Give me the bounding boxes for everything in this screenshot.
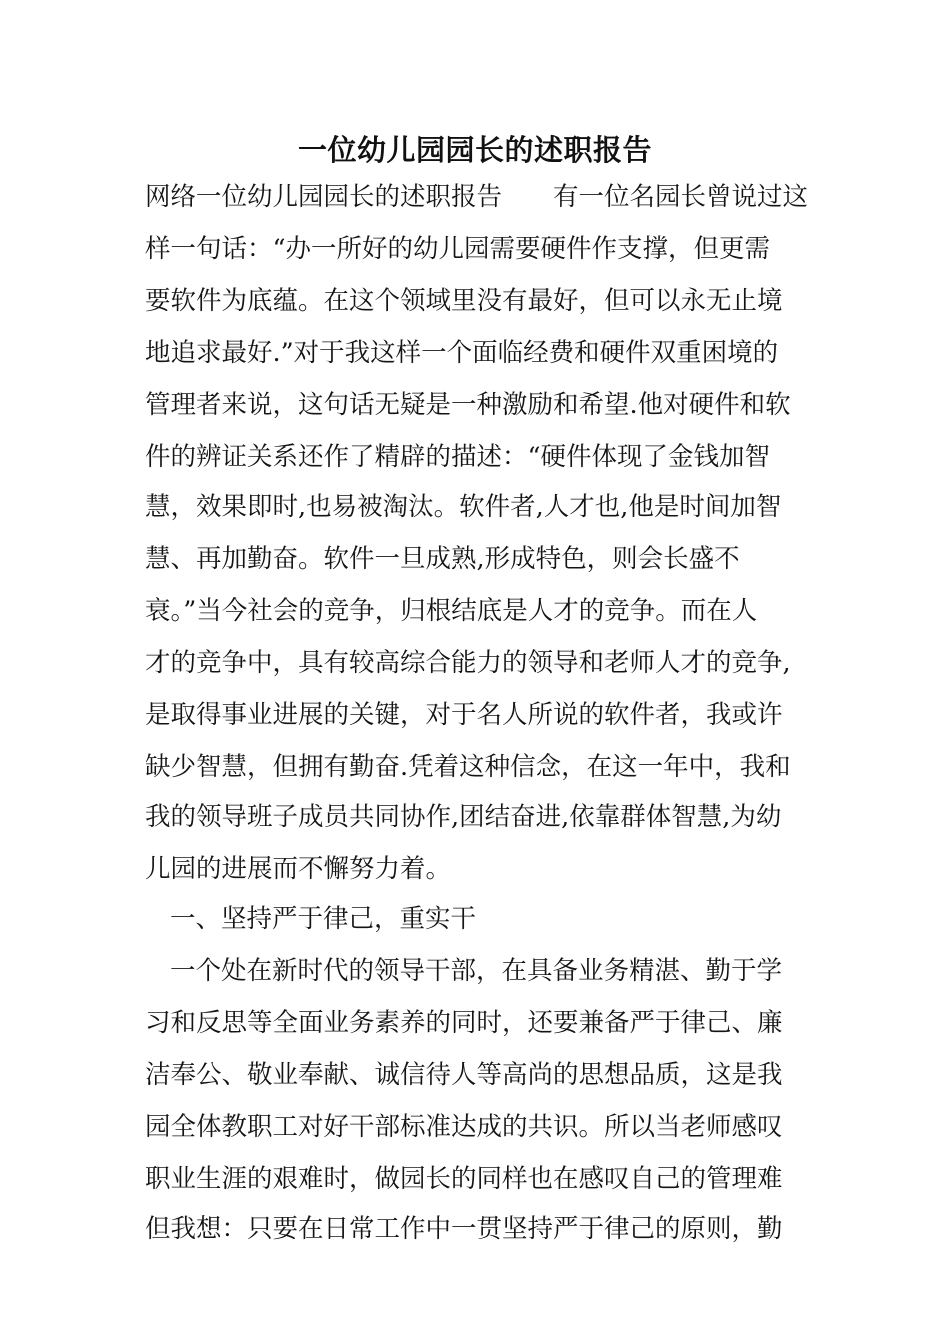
paragraph-line: 缺少智慧，但拥有勤奋.凭着这种信念，在这一年中，我和	[145, 752, 791, 782]
paragraph-line: 地追求最好.”对于我这样一个面临经费和硬件双重困境的	[145, 338, 779, 368]
paragraph-line: 习和反思等全面业务素养的同时，还要兼备严于律己、廉	[145, 1008, 783, 1038]
paragraph-line: 衰。”当今社会的竞争，归根结底是人才的竞争。而在人	[145, 596, 758, 626]
paragraph-line: 职业生涯的艰难时，做园长的同样也在感叹自己的管理难	[145, 1164, 783, 1194]
paragraph-line: 慧，效果即时,也易被淘汰。软件者,人才也,他是时间加智	[145, 492, 782, 522]
paragraph-line: 要软件为底蕴。在这个领域里没有最好，但可以永无止境	[145, 286, 783, 316]
paragraph-line: 是取得事业进展的关键，对于名人所说的软件者，我或许	[145, 700, 783, 730]
paragraph-line: 网络一位幼儿园园长的述职报告 有一位名园长曾说过这	[145, 182, 809, 212]
paragraph-line: 园全体教职工对好干部标准达成的共识。所以当老师感叹	[145, 1112, 783, 1142]
paragraph-line: 才的竞争中，具有较高综合能力的领导和老师人才的竞争,	[145, 648, 791, 678]
paragraph-line: 管理者来说，这句话无疑是一种激励和希望.他对硬件和软	[145, 390, 791, 420]
paragraph-line: 洁奉公、敬业奉献、诚信待人等高尚的思想品质，这是我	[145, 1060, 783, 1090]
paragraph-line: 件的辨证关系还作了精辟的描述：“硬件体现了金钱加智	[145, 442, 771, 472]
paragraph-line: 一个处在新时代的领导干部，在具备业务精湛、勤于学	[170, 956, 783, 986]
paragraph-line: 慧、再加勤奋。软件一旦成熟,形成特色，则会长盛不	[145, 544, 740, 574]
paragraph-line: 我的领导班子成员共同协作,团结奋进,依靠群体智慧,为幼	[145, 802, 782, 832]
paragraph-line: 儿园的进展而不懈努力着。	[145, 854, 452, 884]
paragraph-line: 样一句话：“办一所好的幼儿园需要硬件作支撑，但更需	[145, 234, 771, 264]
document-title: 一位幼儿园园长的述职报告	[297, 133, 652, 167]
paragraph-line: 但我想：只要在日常工作中一贯坚持严于律己的原则，勤	[145, 1214, 783, 1244]
section-heading: 一、坚持严于律己，重实干	[170, 904, 477, 934]
